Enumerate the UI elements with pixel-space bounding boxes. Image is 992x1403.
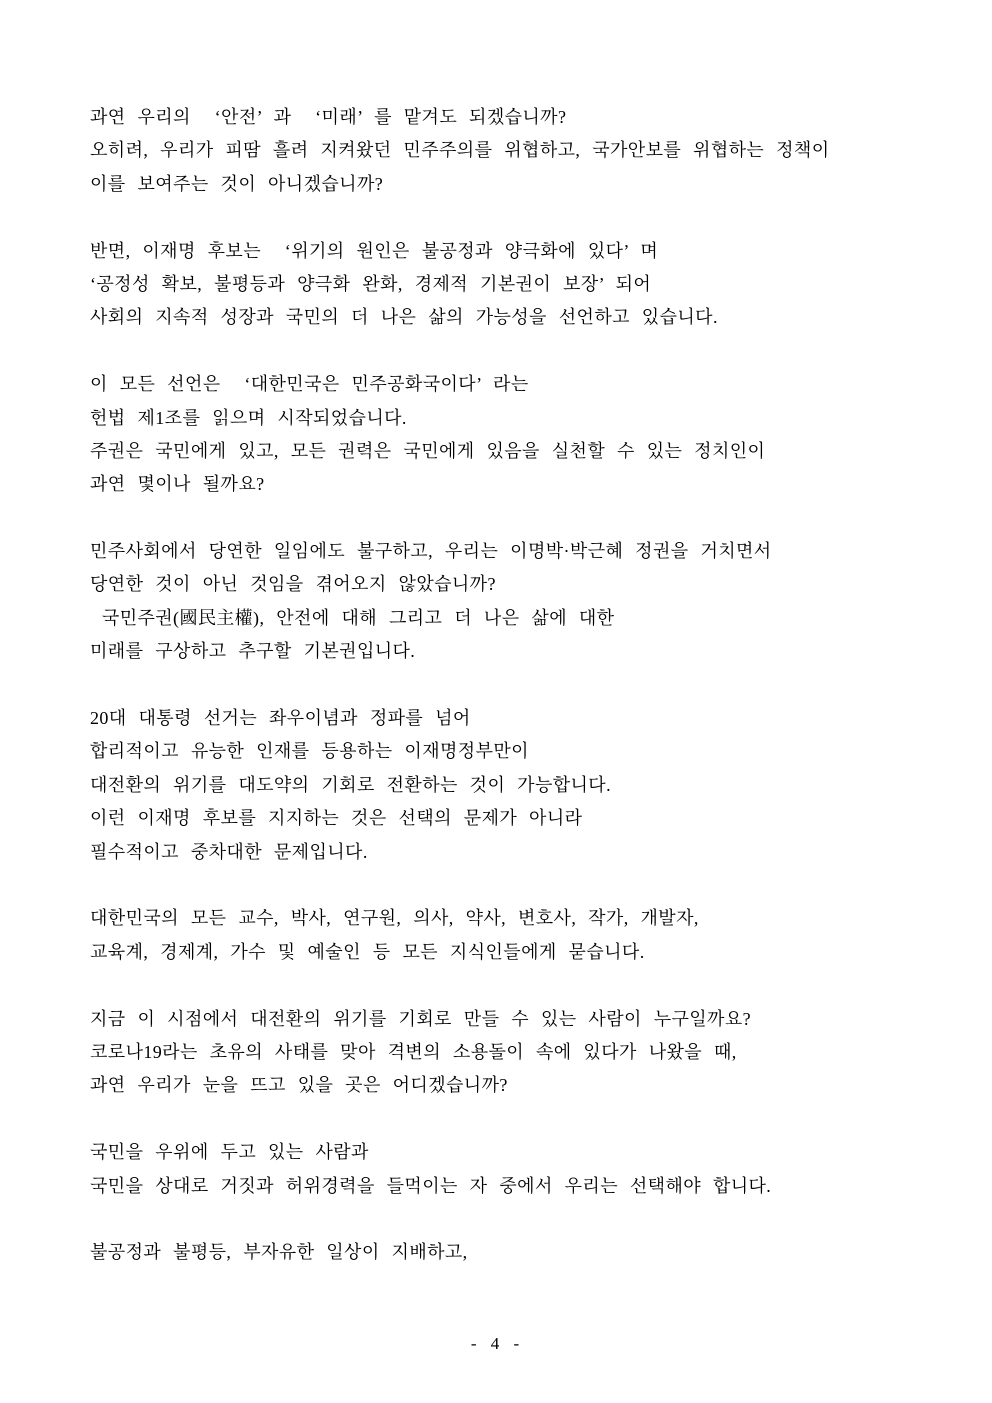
paragraph [90, 1236, 922, 1269]
text-line: 사회의 지속적 성장과 국민의 더 나은 삶의 가능성을 선언하고 있습니다. [90, 307, 718, 328]
text-line: 국민을 상대로 거짓과 허위경력을 들먹이는 자 중에서 우리는 선택해야 합니다. [90, 1175, 772, 1196]
text-line: 미래를 구상하고 추구할 기본권입니다. [90, 641, 416, 662]
text-line: 코로나19라는 초유의 사태를 맞아 격변의 소용돌이 속에 있다가 나왔을 때, [90, 1041, 737, 1062]
text-line: 이를 보여주는 것이 아니겠습니까? [90, 173, 384, 194]
text-line: 지금 이 시점에서 대전환의 위기를 기회로 만들 수 있는 사람이 누구일까요? [90, 1008, 752, 1029]
text-line: 대전환의 위기를 대도약의 기회로 전환하는 것이 가능합니다. [90, 774, 611, 795]
text-line: 이런 이재명 후보를 지지하는 것은 선택의 문제가 아니라 [90, 808, 583, 829]
text-line: 20대 대통령 선거는 좌우이념과 정파를 넘어 [90, 708, 471, 729]
paragraph [90, 101, 922, 201]
paragraph [90, 1136, 922, 1203]
paragraph [90, 535, 922, 669]
text-line: 필수적이고 중차대한 문제입니다. [90, 841, 368, 862]
text-line: 이 모든 선언은 ‘대한민국은 민주공화국이다’ 라는 [90, 374, 529, 395]
paragraph [90, 1003, 922, 1103]
text-line: 대한민국의 모든 교수, 박사, 연구원, 의사, 약사, 변호사, 작가, 개발자, [90, 908, 699, 929]
document-body [90, 101, 922, 1303]
text-line: 당연한 것이 아닌 것임을 겪어오지 않았습니까? [90, 574, 496, 595]
text-line: 과연 몇이나 될까요? [90, 474, 265, 495]
text-line: ‘공정성 확보, 불평등과 양극화 완화, 경제적 기본권이 보장’ 되어 [90, 273, 652, 294]
text-line: 불공정과 불평등, 부자유한 일상이 지배하고, [90, 1242, 468, 1263]
paragraph [90, 235, 922, 335]
paragraph [90, 902, 922, 969]
text-line: 과연 우리가 눈을 뜨고 있을 곳은 어디겠습니까? [90, 1075, 508, 1096]
text-line: 주권은 국민에게 있고, 모든 권력은 국민에게 있음을 실천할 수 있는 정치인이 [90, 440, 766, 461]
text-line: 합리적이고 유능한 인재를 등용하는 이재명정부만이 [90, 741, 529, 762]
paragraph [90, 702, 922, 869]
text-line: 민주사회에서 당연한 일임에도 불구하고, 우리는 이명박·박근혜 정권을 거치면서 [90, 541, 772, 562]
text-line: 반면, 이재명 후보는 ‘위기의 원인은 불공정과 양극화에 있다’ 며 [90, 240, 659, 261]
paragraph [90, 368, 922, 502]
page-number: - 4 - [470, 1334, 522, 1353]
text-line: 국민주권(國民主權), 안전에 대해 그리고 더 나은 삶에 대한 [90, 607, 615, 628]
text-line: 교육계, 경제계, 가수 및 예술인 등 모든 지식인들에게 묻습니다. [90, 941, 645, 962]
text-line: 오히려, 우리가 피땀 흘려 지켜왔던 민주주의를 위협하고, 국가안보를 위협하는 정책이 [90, 140, 830, 161]
text-line: 과연 우리의 ‘안전’ 과 ‘미래’ 를 맡겨도 되겠습니까? [90, 107, 567, 127]
text-line: 국민을 우위에 두고 있는 사람과 [90, 1142, 369, 1163]
text-line: 헌법 제1조를 읽으며 시작되었습니다. [90, 407, 407, 428]
